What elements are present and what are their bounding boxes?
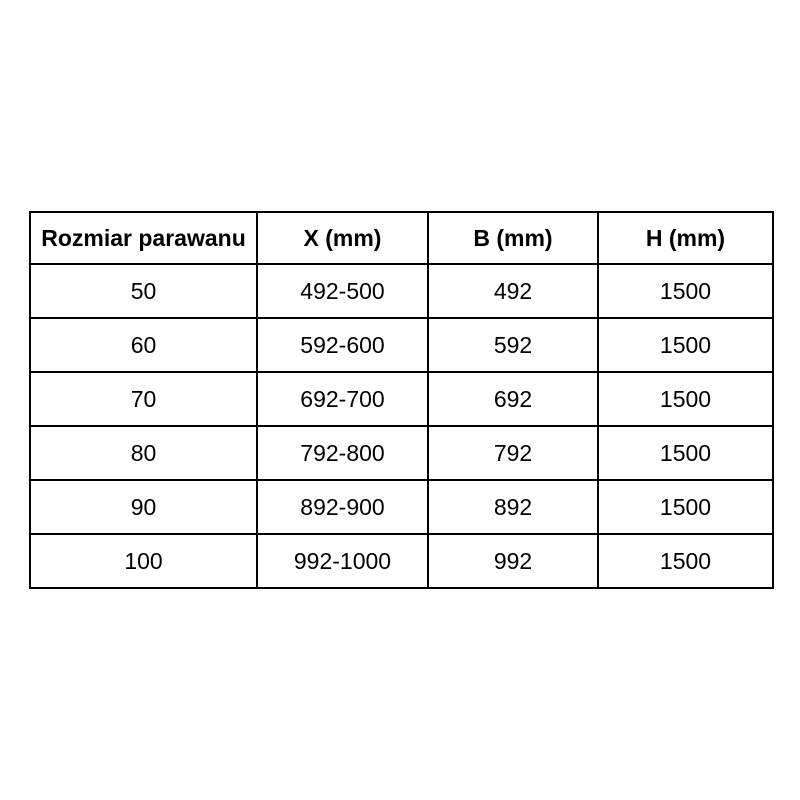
cell-h: 1500	[598, 480, 773, 534]
cell-b: 992	[428, 534, 598, 588]
table-row	[30, 372, 773, 426]
cell-h: 1500	[598, 318, 773, 372]
header-b-mm: B (mm)	[428, 212, 598, 264]
cell-x: 992-1000	[257, 534, 428, 588]
cell-x: 792-800	[257, 426, 428, 480]
cell-b: 492	[428, 264, 598, 318]
cell-h: 1500	[598, 534, 773, 588]
cell-x: 592-600	[257, 318, 428, 372]
cell-h: 1500	[598, 426, 773, 480]
cell-h: 1500	[598, 264, 773, 318]
cell-size: 60	[30, 318, 257, 372]
header-rozmiar-parawanu: Rozmiar parawanu	[30, 212, 257, 264]
table-header-row	[30, 212, 773, 264]
cell-b: 692	[428, 372, 598, 426]
cell-b: 892	[428, 480, 598, 534]
cell-size: 80	[30, 426, 257, 480]
table-row	[30, 480, 773, 534]
cell-x: 492-500	[257, 264, 428, 318]
cell-size: 70	[30, 372, 257, 426]
cell-x: 892-900	[257, 480, 428, 534]
cell-size: 90	[30, 480, 257, 534]
cell-x: 692-700	[257, 372, 428, 426]
cell-size: 50	[30, 264, 257, 318]
cell-b: 592	[428, 318, 598, 372]
size-spec-table-container	[29, 211, 774, 589]
table-row	[30, 534, 773, 588]
table-row	[30, 318, 773, 372]
cell-size: 100	[30, 534, 257, 588]
size-spec-table	[29, 211, 774, 589]
cell-b: 792	[428, 426, 598, 480]
cell-h: 1500	[598, 372, 773, 426]
table-row	[30, 426, 773, 480]
table-row	[30, 264, 773, 318]
header-x-mm: X (mm)	[257, 212, 428, 264]
header-h-mm: H (mm)	[598, 212, 773, 264]
